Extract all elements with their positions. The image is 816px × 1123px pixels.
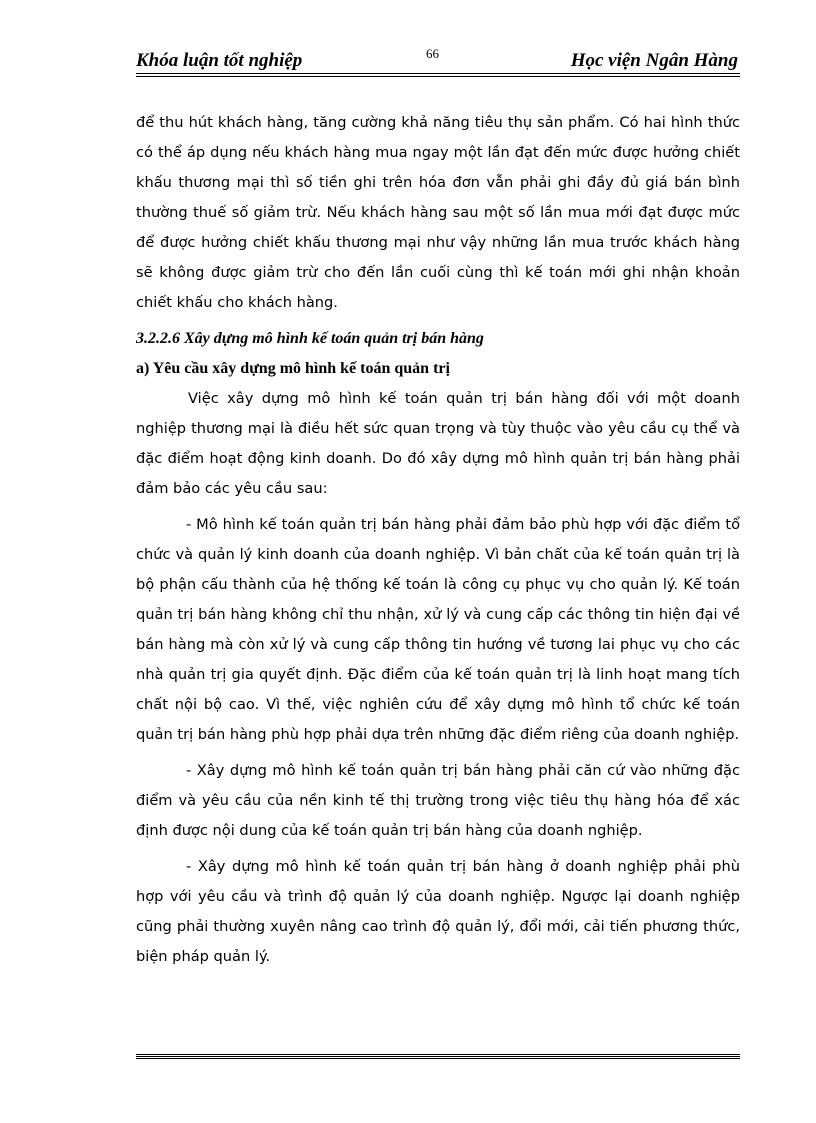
header-divider [136, 73, 740, 77]
sub-heading: a) Yêu cầu xây dựng mô hình kế toán quản trị [136, 360, 450, 377]
page-header [136, 46, 740, 76]
footer-divider [136, 1054, 740, 1059]
paragraph-continued: để thu hút khách hàng, tăng cường khả năng tiêu thụ sản phẩm. Có hai hình thức có thể áp dụng nếu khách hàng mua ngay một lần đạt đến mức được hưởng chiết khấu thương mại thì số tiền ghi trên hóa đơn vẫn phải ghi đầy đủ giá bán bình thường thuế số giảm trừ. Nếu khách hàng sau một số lần mua mới đạt được mức để được hưởng chiết khấu thương mại như vậy những lần mua trước khách hàng sẽ không được giảm trừ cho đến lần cuối cùng thì kế toán mới ghi nhận khoản chiết khấu cho khách hàng. [136, 114, 740, 311]
requirement-item-2: - Xây dựng mô hình kế toán quản trị bán hàng phải căn cứ vào những đặc điểm và yêu cầu của nền kinh tế thị trường trong việc tiêu thụ hàng hóa để xác định được nội dung của kế toán quản trị bán hàng của doanh nghiệp. [136, 762, 740, 839]
section-heading: 3.2.2.6 Xây dựng mô hình kế toán quản trị bán hàng [136, 330, 484, 347]
requirement-item-3: - Xây dựng mô hình kế toán quản trị bán hàng ở doanh nghiệp phải phù hợp với yêu cầu và trình độ quản lý của doanh nghiệp. Ngược lại doanh nghiệp cũng phải thường xuyên nâng cao trình độ quản lý, đổi mới, cải tiến phương thức, biện pháp quản lý. [136, 858, 740, 965]
requirement-item-1: - Mô hình kế toán quản trị bán hàng phải đảm bảo phù hợp với đặc điểm tổ chức và quản lý kinh doanh của doanh nghiệp. Vì bản chất của kế toán quản trị là bộ phận cấu thành của hệ thống kế toán là công cụ phục vụ cho quản lý. Kế toán quản trị bán hàng không chỉ thu nhận, xử lý và cung cấp các thông tin hiện đại về bán hàng mà còn xử lý và cung cấp thông tin hướng về tương lai phục vụ cho các nhà quản trị gia quyết định. Đặc điểm của kế toán quản trị là linh hoạt mang tích chất nội bộ cao. Vì thế, việc nghiên cứu để xây dựng mô hình tổ chức kế toán quản trị bán hàng phù hợp phải dựa trên những đặc điểm riêng của doanh nghiệp. [136, 516, 740, 743]
header-institution: Học viện Ngân Hàng [570, 50, 738, 71]
intro-paragraph: Việc xây dựng mô hình kế toán quản trị bán hàng đối với một doanh nghiệp thương mại là điều hết sức quan trọng và tùy thuộc vào yêu cầu cụ thể và đặc điểm hoạt động kinh doanh. Do đó xây dựng mô hình quản trị bán hàng phải đảm bảo các yêu cầu sau: [136, 390, 740, 497]
page-body [136, 108, 740, 972]
header-thesis-title: Khóa luận tốt nghiệp [136, 50, 303, 71]
page-number: 66 [426, 46, 439, 61]
